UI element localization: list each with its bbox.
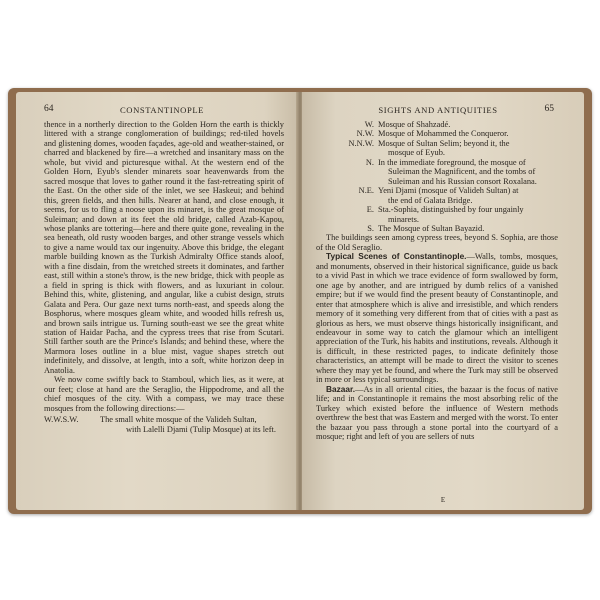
- direction-text: Mosque of Sultan Selim; beyond it, the: [378, 138, 510, 148]
- direction-label: N.E.: [358, 186, 374, 196]
- section-text: —Walls, tombs, mosques, and monuments, observed in their historical significance, guide us back to a vivid Past in which we trace evidence of form swallowed by form, one age by another, and are intrigued by dumb relics of a vanished empire; but if we would find the present beauty of Constantinople, and enter that atmosphere which is alive and irresistible, and which renders memory of it something very different from that of cities with a past as glorious as hers, we must observe things historically insignificant, and endeavour in some way to catch the glamour which an intelligent appreciation of the Turk, his habits and institutions, reveals. Although it is difficult, in these restricted pages, to indicate definitely those characteristics, an attempt will be made to direct the visitor to scenes where they may yet be found, and where the Turk may still be observed in more or less typical surroundings.: [316, 252, 558, 385]
- left-paragraph-1: thence in a northerly direction to the Golden Horn the earth is thickly littered with a strange conglomeration of buildings; red-tiled hovels and glistening domes, wooden façades, age-old and weather-stained, or charred and blackened by fire—a wretched and insanitary mass on the whole, but vivid and picturesque withal. At the western end of the Golden Horn, Eyub's slender minarets soar heavenwards from the sacred mosque that loves to gather round it the fast-retreating spirit of the East. On the other side of the inlet, we see Haskeui; and behind this, green fields, and then hills. Nearer at hand, and close enough, it seems, for us to fling a noose upon its minaret, is the great mosque of Suleiman; and down at its feet the old bridge, called Azab-Kapou, whose planks are tottering—here and there quite gone, revealing in the sea beneath, old rusty wooden barges, and other strange vessels which to give a name would tax our ingenuity. Above this bridge, the elegant marble building known as the Turkish Admiralty Office stands aloof, with a fine disdain, from the wretched streets it dominates, and farther east, still within a stone's throw, is the new bridge, thick with people as a field in spring is thick with flowers, and as luxuriant in colour. Behind this, white, glistening, and angular, like a cubist design, struts Galata and Pera. Our gaze next turns north-east, and speeds along the Bosphorus, where mosques gleam white, and wooded hills refresh us, and brown sails intrigue us. Turning south-east we see the great white station of Haidar Pacha, and the cypress trees that rise from Scutari. Still farther south are the Prince's Islands; and behind these, where the Marmora loses outline in a blue mist, vague shapes stretch out indefinitely, and dissolve, at length, into a soft, white horizon deep in Anatolia.: [44, 120, 284, 375]
- direction-entry: [316, 129, 558, 138]
- section-bazaar: [316, 385, 558, 442]
- direction-text-cont: mosque of Eyub.: [388, 148, 445, 158]
- direction-label: N.N.W.: [348, 138, 374, 148]
- section-typical-scenes: [316, 252, 558, 384]
- direction-entry: [316, 205, 558, 224]
- direction-label: W.: [364, 120, 374, 129]
- direction-text: In the immediate foreground, the mosque of: [378, 157, 526, 167]
- left-running-head: CONSTANTINOPLE: [119, 105, 205, 115]
- direction-text: The Mosque of Sultan Bayazid.: [378, 223, 485, 233]
- direction-entry: [316, 224, 558, 233]
- direction-text-cont: minarets.: [388, 214, 419, 224]
- right-page-header: [302, 104, 584, 116]
- left-page-number: 64: [44, 104, 54, 114]
- direction-text: Yeni Djami (mosque of Valideh Sultan) at: [378, 186, 519, 196]
- direction-text: The small white mosque of the Valideh Sultan,: [100, 415, 257, 425]
- buildings-paragraph: The buildings seen among cypress trees, beyond S. Sophia, are those of the Old Seraglio.: [316, 233, 558, 252]
- right-page-number: 65: [544, 104, 554, 114]
- direction-entry: [316, 139, 558, 158]
- right-page: [302, 92, 584, 510]
- section-text: —As in all oriental cities, the bazaar is the focus of native life; and in Constantinople it remains the most absorbing relic of the Turkey which existed before the influence of Western methods overthrew the best that was Eastern and merged with the worst. To enter the bazaar you pass through a stone portal into the courtyard of a mosque; right and left of you are sellers of nuts: [316, 384, 558, 441]
- left-paragraph-2: We now come swiftly back to Stamboul, which lies, as it were, at our feet; close at hand are the Seraglio, the Hippodrome, and all the chief mosques of the city. With a compass, we may trace these mosques from the following directions:—: [44, 375, 284, 413]
- direction-label: N.W.: [356, 129, 374, 139]
- section-heading: Bazaar.: [326, 383, 356, 394]
- section-heading: Typical Scenes of Constantinople.: [326, 251, 467, 262]
- direction-text: Mosque of Mohammed the Conqueror.: [378, 129, 509, 139]
- direction-text: Mosque of Shahzadé.: [378, 120, 451, 129]
- direction-label: S.: [367, 223, 374, 233]
- direction-entry: [44, 415, 284, 434]
- direction-text-cont: Suleiman the Magnificent, and the tombs of Suleiman and his Russian consort Roxalana.: [388, 167, 537, 186]
- direction-label: W.W.S.W.: [44, 415, 79, 425]
- left-page: [16, 92, 298, 510]
- direction-entry: [316, 186, 558, 205]
- direction-label: N.: [365, 157, 374, 167]
- right-page-body: [316, 120, 558, 441]
- right-running-head: SIGHTS AND ANTIQUITIES: [378, 105, 498, 115]
- direction-label: E.: [366, 205, 374, 215]
- left-page-body: [44, 120, 284, 434]
- signature-mark: E: [440, 496, 446, 504]
- direction-text: Sta.-Sophia, distinguished by four ungainly: [378, 205, 524, 215]
- direction-entry: [316, 120, 558, 129]
- direction-entry: [316, 158, 558, 186]
- left-page-header: [16, 104, 298, 116]
- direction-list: [316, 120, 558, 233]
- direction-text-cont: the end of Galata Bridge.: [388, 195, 473, 205]
- direction-text-cont: with Lalelli Djami (Tulip Mosque) at its left.: [126, 424, 276, 434]
